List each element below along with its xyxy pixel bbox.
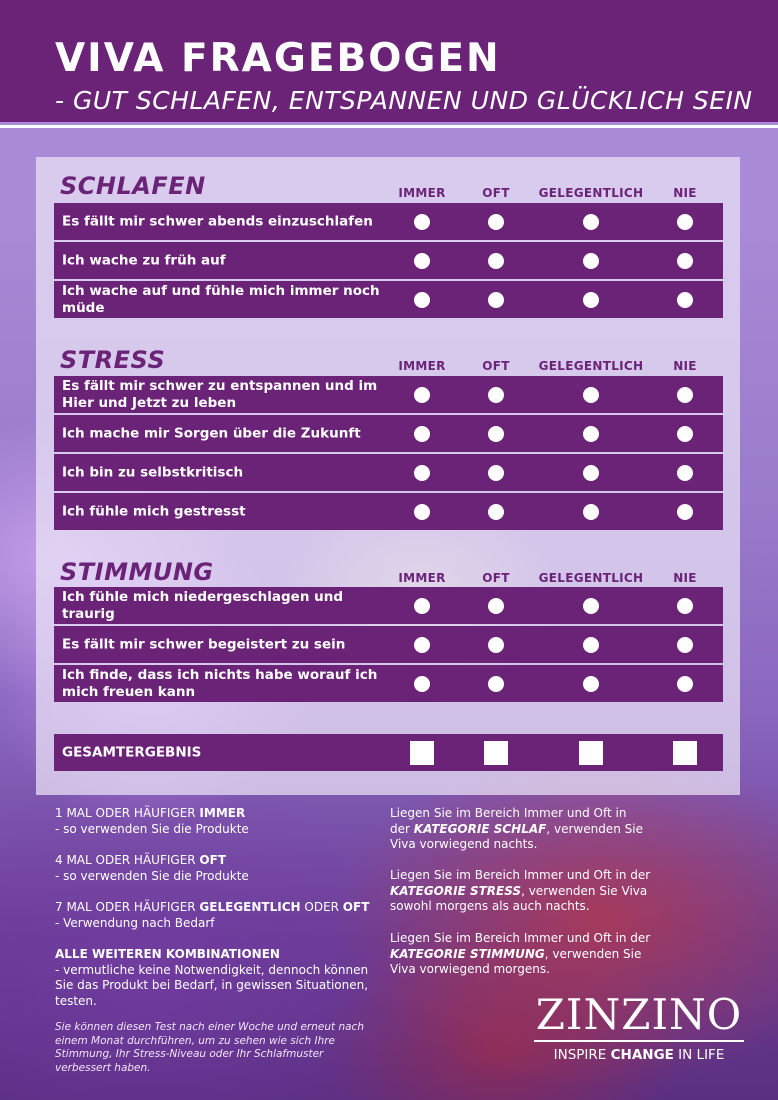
question-label: Ich fühle mich gestresst: [62, 503, 246, 519]
rule-keyword: ALLE WEITEREN KOMBINATIONEN: [55, 947, 280, 961]
tagline-start: INSPIRE: [553, 1047, 611, 1063]
question-row: [54, 665, 723, 702]
radio-immer[interactable]: [414, 676, 430, 692]
col-head-gelegentlich: GELEGENTLICH: [538, 186, 644, 200]
rule-keyword: OFT: [199, 853, 227, 867]
category-text-end: , verwenden Sie Viva vorwiegend nachts.: [390, 821, 643, 851]
total-box-gelegentlich[interactable]: [579, 741, 603, 765]
rule-keyword: IMMER: [199, 806, 246, 820]
rule-prefix: 1 MAL ODER HÄUFIGER: [55, 806, 200, 820]
col-head-immer: IMMER: [398, 186, 446, 200]
question-row: [54, 376, 723, 413]
radio-nie[interactable]: [677, 387, 693, 403]
rule-1: [55, 806, 375, 837]
question-row: [54, 626, 723, 663]
tagline-bold: CHANGE: [610, 1047, 674, 1063]
radio-gelegentlich[interactable]: [583, 387, 599, 403]
total-box-immer[interactable]: [410, 741, 434, 765]
question-row: [54, 493, 723, 530]
section-title-schlafen: SCHLAFEN: [60, 172, 206, 200]
logo-tagline: [534, 1047, 744, 1063]
category-text-end: , verwenden Sie Viva vorwiegend morgens.: [390, 946, 642, 976]
tagline-end: IN LIFE: [673, 1047, 725, 1063]
radio-oft[interactable]: [488, 637, 504, 653]
col-head-gelegentlich: GELEGENTLICH: [538, 359, 644, 373]
radio-nie[interactable]: [677, 426, 693, 442]
radio-immer[interactable]: [414, 598, 430, 614]
rule-3: [55, 900, 375, 931]
radio-nie[interactable]: [677, 676, 693, 692]
rule-prefix: 4 MAL ODER HÄUFIGER: [55, 853, 200, 867]
category-text-end: , verwenden Sie Viva sowohl morgens als auch nachts.: [390, 883, 648, 913]
radio-immer[interactable]: [414, 292, 430, 308]
col-head-oft: OFT: [482, 571, 510, 585]
rule-2: [55, 853, 375, 884]
radio-immer[interactable]: [414, 504, 430, 520]
rule-4: [55, 947, 375, 1009]
section-title-stimmung: STIMMUNG: [60, 558, 214, 586]
radio-nie[interactable]: [677, 598, 693, 614]
category-text: Liegen Sie im Bereich Immer und Oft in der: [390, 931, 651, 945]
radio-oft[interactable]: [488, 253, 504, 269]
rule-description: - vermutliche keine Notwendigkeit, dennoch können Sie das Produkt bei Bedarf, in gewissen Situationen, testen.: [55, 962, 369, 1008]
radio-gelegentlich[interactable]: [583, 676, 599, 692]
zinzino-logo: ZINZINO: [535, 990, 743, 1039]
radio-nie[interactable]: [677, 465, 693, 481]
question-label: Es fällt mir schwer zu entspannen und im Hier und Jetzt zu leben: [62, 377, 378, 411]
question-row: [54, 587, 723, 624]
radio-oft[interactable]: [488, 504, 504, 520]
question-label: Ich bin zu selbstkritisch: [62, 464, 244, 480]
section-title-stress: STRESS: [60, 346, 166, 374]
col-head-gelegentlich: GELEGENTLICH: [538, 571, 644, 585]
rule-keyword-2: OFT: [342, 900, 370, 914]
total-box-nie[interactable]: [673, 741, 697, 765]
radio-nie[interactable]: [677, 637, 693, 653]
category-keyword: KATEGORIE SCHLAF: [413, 821, 547, 836]
radio-gelegentlich[interactable]: [583, 465, 599, 481]
radio-immer[interactable]: [414, 253, 430, 269]
radio-nie[interactable]: [677, 504, 693, 520]
radio-immer[interactable]: [414, 465, 430, 481]
category-schlaf-info: [390, 806, 650, 853]
header-divider: [0, 125, 778, 128]
radio-gelegentlich[interactable]: [583, 292, 599, 308]
category-keyword: KATEGORIE STIMMUNG: [390, 946, 545, 961]
radio-immer[interactable]: [414, 637, 430, 653]
radio-oft[interactable]: [488, 676, 504, 692]
col-head-oft: OFT: [482, 186, 510, 200]
question-label: Ich wache zu früh auf: [62, 252, 226, 268]
radio-oft[interactable]: [488, 214, 504, 230]
page-subtitle: - GUT SCHLAFEN, ENTSPANNEN UND GLÜCKLICH SEIN: [55, 86, 753, 115]
radio-gelegentlich[interactable]: [583, 504, 599, 520]
retest-note: Sie können diesen Test nach einer Woche und erneut nach einem Monat durchführen, um zu sehen wie sich Ihre Stimmung, Ihr Stress-Niveau oder Ihr Schlafmuster verbessert haben.: [55, 1021, 364, 1074]
category-stress-info: [390, 868, 680, 915]
question-label: Ich mache mir Sorgen über die Zukunft: [62, 425, 361, 441]
radio-gelegentlich[interactable]: [583, 253, 599, 269]
radio-oft[interactable]: [488, 292, 504, 308]
col-head-nie: NIE: [673, 359, 697, 373]
rule-keyword: GELEGENTLICH: [199, 900, 301, 914]
page-title: VIVA FRAGEBOGEN: [55, 36, 501, 81]
category-keyword: KATEGORIE STRESS: [390, 883, 522, 898]
category-text: Liegen Sie im Bereich Immer und Oft in der: [390, 868, 651, 882]
radio-oft[interactable]: [488, 598, 504, 614]
question-row: [54, 454, 723, 491]
radio-immer[interactable]: [414, 387, 430, 403]
col-head-immer: IMMER: [398, 571, 446, 585]
rule-description: - so verwenden Sie die Produkte: [55, 868, 249, 883]
question-row: [54, 415, 723, 452]
question-label: Es fällt mir schwer abends einzuschlafen: [62, 213, 373, 229]
rule-connector: ODER: [300, 900, 343, 914]
radio-immer[interactable]: [414, 426, 430, 442]
question-row: [54, 203, 723, 240]
question-label: Ich fühle mich niedergeschlagen und traurig: [62, 588, 344, 622]
category-text: Liegen Sie im Bereich Immer und Oft in der: [390, 806, 627, 836]
radio-gelegentlich[interactable]: [583, 637, 599, 653]
question-label: Ich wache auf und fühle mich immer noch müde: [62, 282, 380, 316]
radio-gelegentlich[interactable]: [583, 598, 599, 614]
logo-divider: [534, 1040, 744, 1042]
question-label: Es fällt mir schwer begeistert zu sein: [62, 636, 346, 652]
rule-description: - Verwendung nach Bedarf: [55, 915, 215, 930]
radio-gelegentlich[interactable]: [583, 426, 599, 442]
total-row: [54, 734, 723, 771]
radio-oft[interactable]: [488, 465, 504, 481]
col-head-nie: NIE: [673, 571, 697, 585]
radio-immer[interactable]: [414, 214, 430, 230]
col-head-oft: OFT: [482, 359, 510, 373]
radio-nie[interactable]: [677, 292, 693, 308]
radio-gelegentlich[interactable]: [583, 214, 599, 230]
rule-prefix: 7 MAL ODER HÄUFIGER: [55, 900, 200, 914]
rule-description: - so verwenden Sie die Produkte: [55, 821, 249, 836]
total-box-oft[interactable]: [484, 741, 508, 765]
radio-nie[interactable]: [677, 253, 693, 269]
radio-oft[interactable]: [488, 387, 504, 403]
question-row: [54, 281, 723, 318]
question-row: [54, 242, 723, 279]
total-label: GESAMTERGEBNIS: [62, 744, 202, 760]
category-stimmung-info: [390, 931, 660, 978]
radio-oft[interactable]: [488, 426, 504, 442]
col-head-immer: IMMER: [398, 359, 446, 373]
radio-nie[interactable]: [677, 214, 693, 230]
col-head-nie: NIE: [673, 186, 697, 200]
question-label: Ich finde, dass ich nichts habe worauf ich mich freuen kann: [62, 666, 378, 700]
